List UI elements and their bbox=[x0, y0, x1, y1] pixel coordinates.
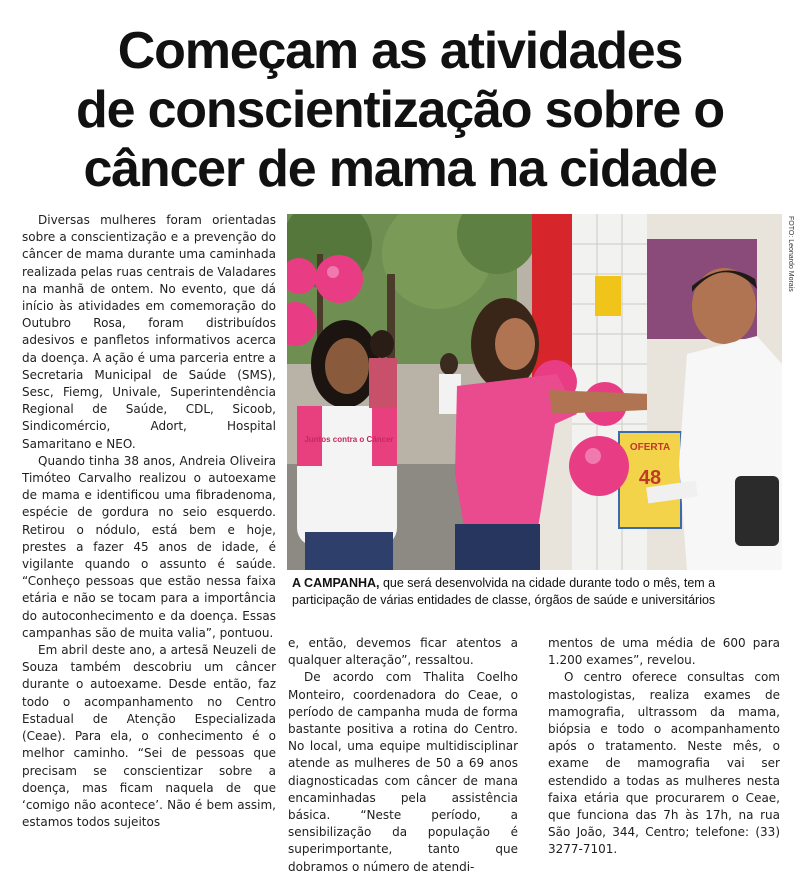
sign-price-text: 48 bbox=[638, 467, 662, 489]
shirt-text: Juntos contra o Câncer bbox=[304, 435, 394, 444]
caption-text: que será desenvolvida na cidade durante todo o mês, tem a participação de várias entidades de classe, órgãos de saúde e universitários bbox=[292, 576, 716, 607]
headline bbox=[20, 22, 780, 199]
campaign-photo bbox=[287, 214, 782, 570]
caption-lead: A CAMPANHA, bbox=[292, 576, 380, 590]
article-paragraph-5: O centro oferece consultas com mastologistas, realiza exames de mamografia, ultrassom da mama, biópsia e todo o acompanhamento após o tratamento. Neste mês, o exame de mamografia vai ser estendido a todas as mulheres nesta faixa etária que procurarem o Ceae, que funciona das 7h às 17h, na rua São João, 344, Centro; telefone: (33) 3277-7101. bbox=[548, 670, 780, 857]
sign-offer-text: OFERTA bbox=[629, 442, 671, 453]
article-paragraph-3-continued: e, então, devemos ficar atentos a qualquer alteração”, ressaltou. bbox=[288, 636, 518, 668]
article-paragraph-1: Diversas mulheres foram orientadas sobre a conscientização e a prevenção do câncer de mama durante uma caminhada realizada pelas ruas centrais de Valadares na manhã de ontem. No evento, que dá início às atividades em comemoração do Outubro Rosa, foram distribuídos adesivos e panfletos informativos acerca da doença. A ação é uma parceria entre a Secretaria Municipal de Saúde (SMS), Sesc, Fiemg, Univale, Superintendência Regional de Saúde, CDL, Sicoob, Sindicomércio, Adort, Hospital Samaritano e NEO. bbox=[22, 213, 276, 451]
headline-line-1: Começam as atividades bbox=[117, 22, 683, 80]
article-column-1 bbox=[22, 212, 276, 831]
headline-line-2: de conscientização sobre o bbox=[76, 81, 724, 139]
article-paragraph-3: Em abril deste ano, a artesã Neuzeli de Souza também descobriu um câncer durante o autoexame. Desde então, faz todo o acompanhamento no Centro Estadual de Atenção Especializada (Ceae). Para ela, o conhecimento é o melhor caminho. “Sei de pessoas que precisam se conscientizar sobre a doença, mas ficam naquela de que ‘comigo não acontece’. Não é bem assim, estamos todos sujeitos bbox=[22, 643, 276, 830]
article-paragraph-4-continued: mentos de uma média de 600 para 1.200 exames”, revelou. bbox=[548, 636, 780, 668]
article-paragraph-4: De acordo com Thalita Coelho Monteiro, coordenadora do Ceae, o período de campanha muda de forma bastante positiva a rotina do Centro. No local, uma equipe multidisciplinar atende as mulheres de 50 a 69 anos diagnosticadas com câncer de mana encaminhadas pela assistência básica. “Neste período, a sensibilização da população é superimportante, tanto que dobramos o número de atendi- bbox=[288, 670, 518, 874]
headline-line-3: câncer de mama na cidade bbox=[83, 140, 717, 198]
photo-caption bbox=[292, 575, 772, 609]
article-paragraph-2: Quando tinha 38 anos, Andreia Oliveira Timóteo Carvalho realizou o autoexame de mama e identificou uma fibradenoma, espécie de gordura no seio esquerdo. Retirou o nódulo, está bem e hoje, prestes a fazer 45 anos de idade, é vigilante quando o assunto é saúde. “Conheço pessoas que estão nessa faixa etária e não se tocam para a importância do autoconhecimento e da doença. Essas campanhas são de muita valia”, pontuou. bbox=[22, 453, 276, 640]
article-column-2 bbox=[288, 635, 518, 876]
photo-credit: FOTO: Leonardo Morais bbox=[787, 216, 794, 292]
article-column-3 bbox=[548, 635, 780, 859]
